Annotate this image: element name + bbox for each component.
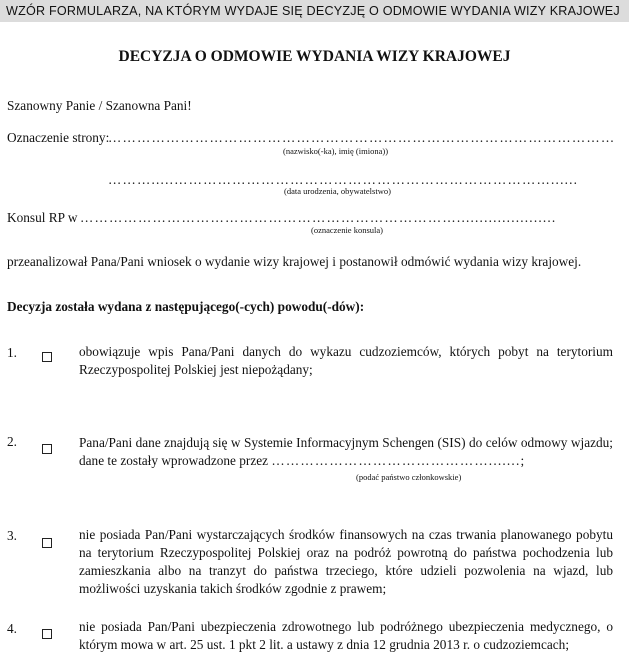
party-label: Oznaczenie strony:	[7, 130, 110, 145]
reason-number: 4.	[7, 621, 17, 636]
birth-hint: (data urodzenia, obywatelstwo)	[284, 186, 391, 196]
reason-number: 3.	[7, 528, 17, 543]
reason-number: 1.	[7, 345, 17, 360]
reason-text: nie posiada Pan/Pani wystarczających środków finansowych na czas trwania planowanego pobytu na terytorium Rzeczypospolitej Polskiej oraz na podróż powrotną do państwa pochodzenia lub zamieszkania albo na tranzyt do państwa trzeciego, które udzieli pozwolenia na wjazd, lub możliwości uzyskania takich środków zgodnie z prawem;	[79, 527, 613, 596]
document-title: DECYZJA O ODMOWIE WYDANIA WIZY KRAJOWEJ	[118, 48, 511, 65]
party-fill-line[interactable]: ……………………………………………………………………………………………	[108, 130, 616, 145]
reasons-heading: Decyzja została wydana z następującego(-cych) powodu(-dów):	[7, 299, 365, 314]
reason-checkbox[interactable]	[42, 444, 52, 454]
consul-hint: (oznaczenie konsula)	[311, 225, 383, 235]
analysis-statement: przeanalizował Pana/Pani wniosek o wydanie wizy krajowej i postanowił odmówić wydania wizy krajowej.	[7, 254, 582, 269]
reason-checkbox[interactable]	[42, 538, 52, 548]
birth-fill-line[interactable]: ……….....……………………………………………………………………......	[108, 172, 579, 187]
reason-text: obowiązuje wpis Pana/Pani danych do wykazu cudzoziemców, których pobyt na terytorium Rzeczypospolitej Polskiej jest niepożądany;	[79, 344, 613, 377]
reason-text: nie posiada Pan/Pani ubezpieczenia zdrowotnego lub podróżnego ubezpieczenia medycznego, o którym mowa w art. 25 ust. 1 pkt 2 lit. a ustawy z dnia 12 grudnia 2013 r. o cudzoziemcach;	[79, 619, 613, 652]
form-template-header: WZÓR FORMULARZA, NA KTÓRYM WYDAJE SIĘ DECYZJĘ O ODMOWIE WYDANIA WIZY KRAJOWEJ	[0, 0, 629, 22]
reason-number: 2.	[7, 434, 17, 449]
consul-fill-line[interactable]: ……………………………………………………………………......................	[80, 210, 557, 225]
reason-checkbox[interactable]	[42, 629, 52, 639]
consul-label: Konsul RP w	[7, 210, 78, 225]
reason-text	[79, 434, 613, 470]
reason-checkbox[interactable]	[42, 352, 52, 362]
greeting: Szanowny Panie / Szanowna Pani!	[7, 98, 192, 113]
reason-text-body: Pana/Pani dane znajdują się w Systemie Informacyjnym Schengen (SIS) do celów odmowy wjazdu; dane te zostały wprowadzone przez	[79, 435, 613, 468]
member-state-fill-line[interactable]: ……………………………………….......;	[271, 453, 526, 468]
party-hint: (nazwisko(-ka), imię (imiona))	[283, 146, 389, 156]
member-state-hint: (podać państwo członkowskie)	[356, 472, 462, 482]
